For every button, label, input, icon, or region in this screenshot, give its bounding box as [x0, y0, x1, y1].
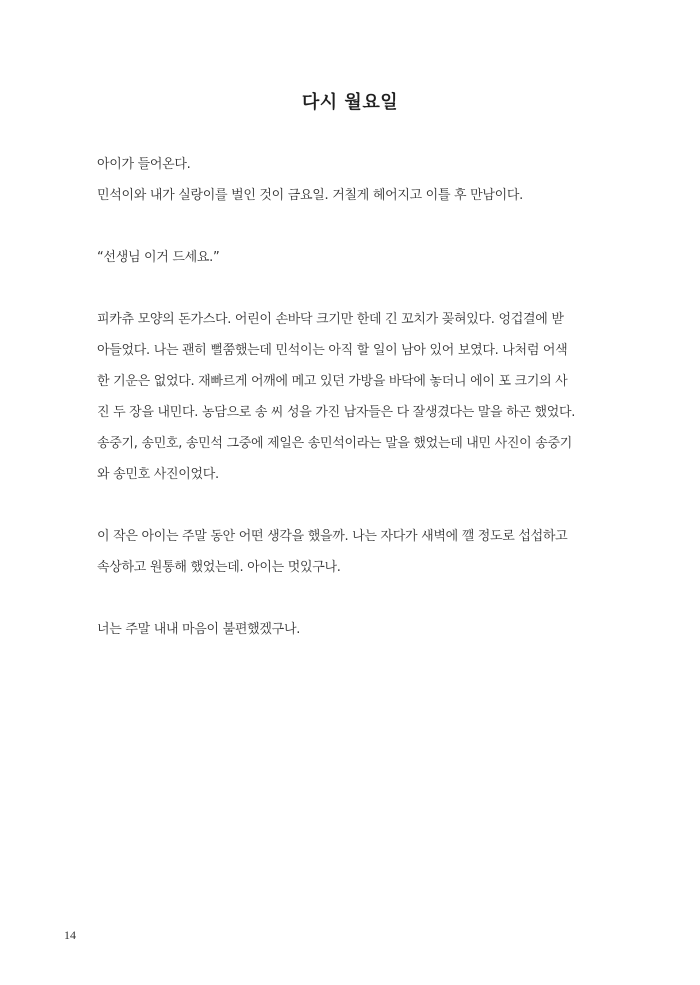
text-line: “선생님 이거 드세요.” [97, 250, 220, 265]
text-line: 피카츄 모양의 돈가스다. 어린이 손바닥 크기만 한데 긴 꼬치가 꽂혀있다. 엉겁결에 받 [97, 312, 564, 327]
text-line: 민석이와 내가 실랑이를 벌인 것이 금요일. 거칠게 헤어지고 이틀 후 만남이다. [97, 188, 523, 203]
text-line: 송중기, 송민호, 송민석 그중에 제일은 송민석이라는 말을 했었는데 내민 사진이 송중기 [97, 436, 573, 451]
paragraph-1 [97, 149, 597, 211]
page-title: 다시 월요일 [301, 92, 399, 113]
body-text [97, 149, 597, 676]
text-line: 너는 주말 내내 마음이 불편했겠구나. [97, 622, 301, 637]
text-line: 이 작은 아이는 주말 동안 어떤 생각을 했을까. 나는 자다가 새벽에 깰 정도로 섭섭하고 [97, 529, 568, 544]
text-line: 아이가 들어온다. [97, 157, 191, 172]
paragraph-3 [97, 304, 597, 490]
text-line: 한 기운은 없었다. 재빠르게 어깨에 메고 있던 가방을 바닥에 놓더니 에이 포 크기의 사 [97, 374, 568, 389]
text-line: 와 송민호 사진이었다. [97, 467, 219, 482]
text-line: 속상하고 원통해 했었는데. 아이는 멋있구나. [97, 560, 341, 575]
page-number: 14 [64, 928, 76, 942]
paragraph-5 [97, 614, 597, 645]
text-line: 아들었다. 나는 괜히 뻘쭘했는데 민석이는 아직 할 일이 남아 있어 보였다. 나처럼 어색 [97, 343, 568, 358]
paragraph-4 [97, 521, 597, 583]
text-line: 진 두 장을 내민다. 농담으로 송 씨 성을 가진 남자들은 다 잘생겼다는 말을 하곤 했었다. [97, 405, 576, 420]
paragraph-2 [97, 242, 597, 273]
